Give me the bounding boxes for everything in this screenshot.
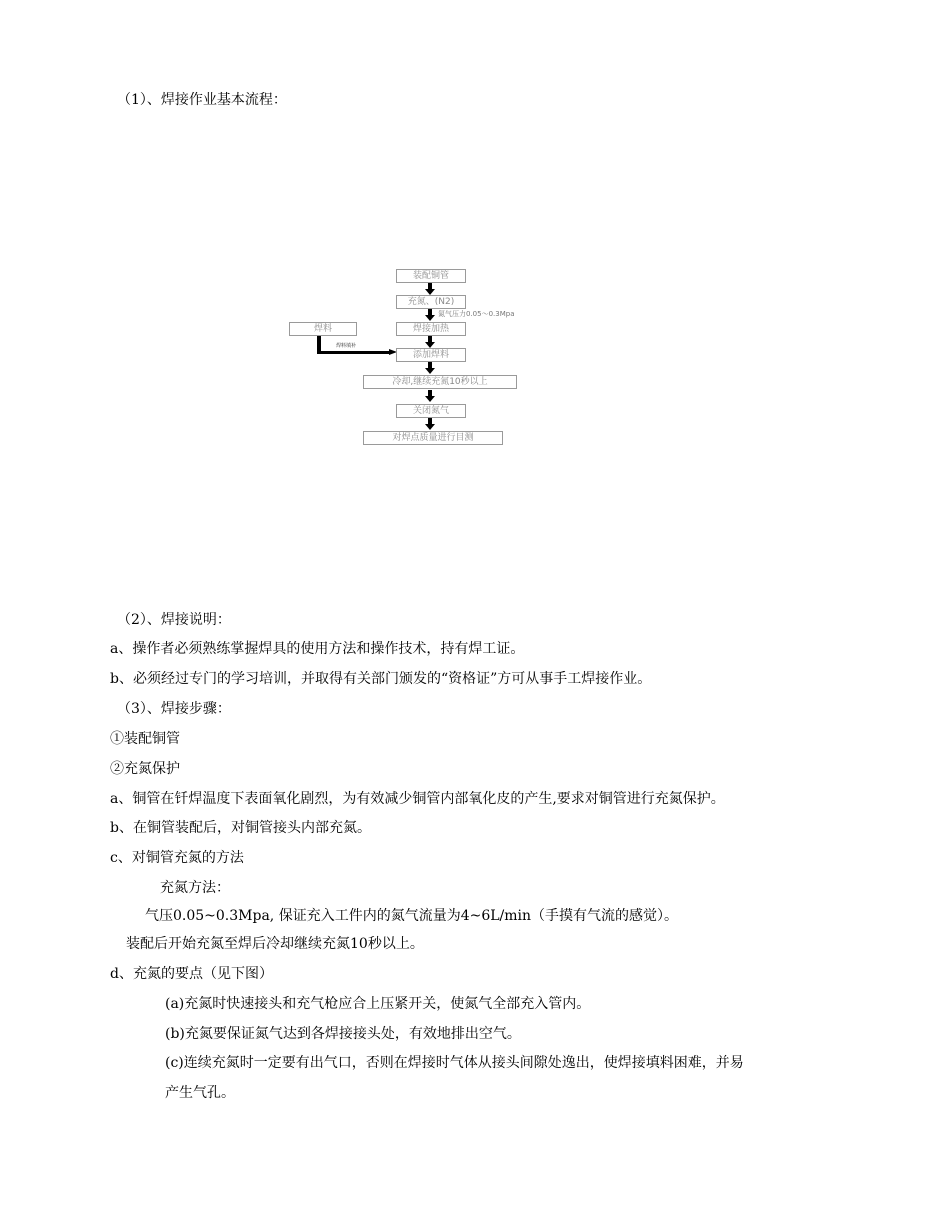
- heading-3: （3）、焊接步骤：: [117, 701, 231, 717]
- flow-step-heating: 焊接加热: [396, 322, 466, 336]
- flow-arrow-down-icon: [425, 418, 435, 430]
- step-2: ②充氮保护: [110, 761, 180, 777]
- flow-arrow-down-icon: [425, 390, 435, 402]
- method-duration: 装配后开始充氮至焊后冷却继续充氮10秒以上。: [126, 936, 424, 952]
- flow-feed-line-horizontal: [317, 351, 391, 354]
- method-title: 充氮方法：: [160, 880, 230, 896]
- item-b: b、在铜管装配后，对铜管接头内部充氮。: [110, 820, 371, 836]
- flow-arrow-down-icon: [425, 336, 435, 348]
- step-1: ①装配铜管: [110, 731, 180, 747]
- flow-arrow-down-icon: [425, 309, 435, 321]
- flow-step-inspection: 对焊点质量进行目测: [363, 431, 503, 445]
- item-d: d、充氮的要点（见下图）: [110, 966, 273, 982]
- heading-2: （2）、焊接说明：: [117, 612, 231, 628]
- point-a: (a)充氮时快速接头和充气枪应合上压紧开关，使氮气全部充入管内。: [165, 996, 591, 1012]
- flow-step-add-solder: 添加焊料: [396, 348, 466, 362]
- flow-feed-note: 焊料填补: [336, 343, 357, 349]
- item-c: c、对铜管充氮的方法: [110, 850, 244, 866]
- heading-1: （1）、焊接作业基本流程：: [117, 92, 287, 108]
- flow-step-nitrogen: 充氮、(N2): [396, 295, 466, 309]
- method-pressure: 气压0.05~0.3Mpa, 保证充入工件内的氮气流量为4~6L/min（手摸有气流的感觉）。: [145, 908, 679, 924]
- flow-step-close-nitrogen: 关闭氮气: [396, 404, 466, 418]
- flow-arrow-down-icon: [425, 362, 435, 374]
- item-a: a、铜管在钎焊温度下表面氧化剧烈，为有效减少铜管内部氧化皮的产生,要求对铜管进行充氮保护。: [110, 791, 725, 807]
- point-c-line1: (c)连续充氮时一定要有出气口，否则在焊接时气体从接头间隙处逸出，使焊接填料困难，并易: [165, 1055, 744, 1071]
- point-b: (b)充氮要保证氮气达到各焊接接头处，有效地排出空气。: [165, 1026, 521, 1042]
- flow-arrow-down-icon: [425, 283, 435, 295]
- flow-step-cooling: 冷却,继续充氮10秒以上: [363, 375, 517, 389]
- flow-step-assemble: 装配铜管: [396, 269, 466, 283]
- point-c-line2: 产生气孔。: [165, 1085, 235, 1101]
- item-2a: a、操作者必须熟练掌握焊具的使用方法和操作技术，持有焊工证。: [110, 641, 525, 657]
- flow-side-input-solder: 焊料: [289, 322, 357, 336]
- flow-pressure-note: 氮气压力0.05～0.3Mpa: [438, 310, 515, 318]
- item-2b: b、必须经过专门的学习培训，并取得有关部门颁发的“资格证”方可从事手工焊接作业。: [110, 671, 652, 687]
